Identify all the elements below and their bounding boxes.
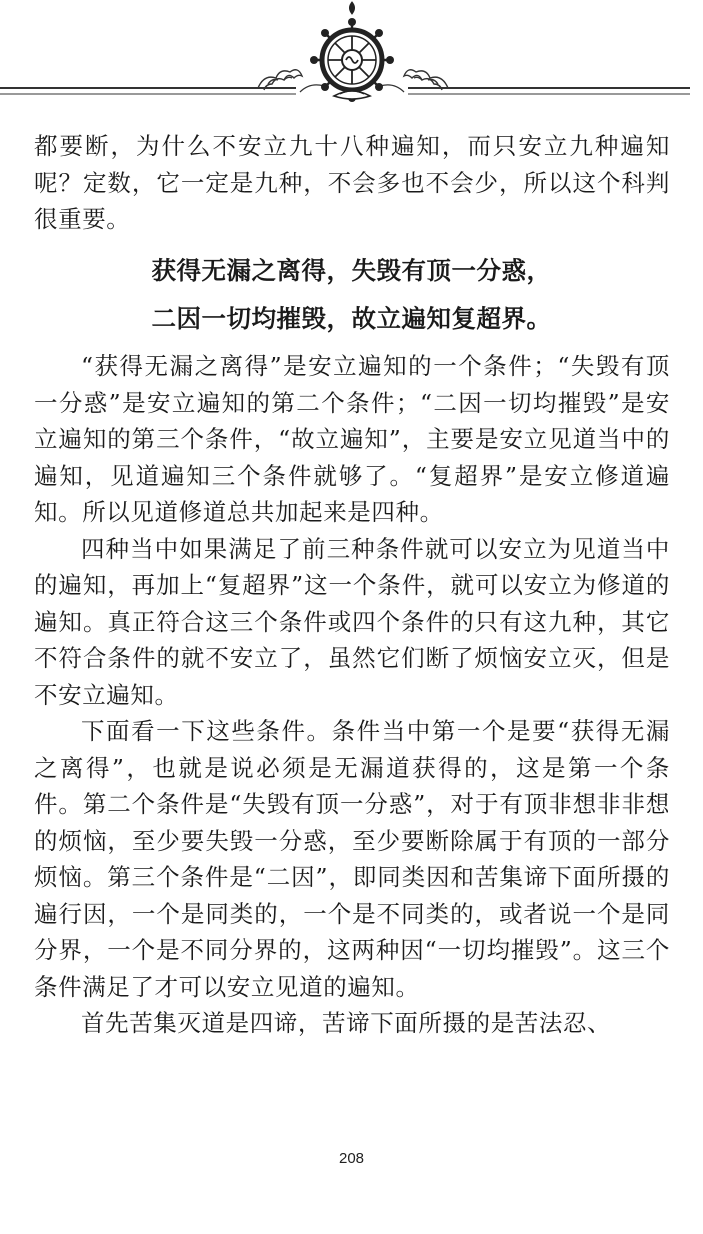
verse-line-2: 二因一切均摧毁，故立遍知复超界。 (151, 304, 552, 333)
dharma-wheel-icon (310, 2, 394, 102)
paragraph-four-truths: 首先苦集灭道是四谛，苦谛下面所摄的是苦法忍、 (81, 1009, 612, 1037)
intro-paragraph-block (34, 128, 670, 238)
page-number: 208 (338, 1150, 365, 1167)
paragraph-condition-details: 下面看一下这些条件。条件当中第一个是要“获得无漏之离得”，也就是说必须是无漏道获得的，这是第一个条件。第二个条件是“失毁有顶一分惑”，对于有顶非想非非想的烦恼，至少要失毁一分惑，至少要断除属于有顶的一部分烦恼。第三个条件是“二因”，即同类因和苦集谛下面所摄的遍行因，一个是同类的，一个是不同类的，或者说一个是同分界，一个是不同分界的，这两种因“一切均摧毁”。这三个条件满足了才可以安立见道的遍知。 (34, 717, 670, 1001)
paragraph-conditions-overview: “获得无漏之离得”是安立遍知的一个条件；“失毁有顶一分惑”是安立遍知的第二个条件；“二因一切均摧毁”是安立遍知的第三个条件，“故立遍知”，主要是安立见道当中的遍知，见道遍知三个条件就够了。“复超界”是安立修道遍知。所以见道修道总共加起来是四种。 (34, 352, 670, 526)
body-text (34, 348, 670, 1042)
cloud-scroll-left-icon (258, 70, 302, 90)
header-ornament (0, 0, 703, 112)
verse-line-1: 获得无漏之离得，失毁有顶一分惑， (151, 256, 552, 285)
cloud-scroll-right-icon (404, 70, 448, 90)
paragraph-four-conditions: 四种当中如果满足了前三种条件就可以安立为见道当中的遍知，再加上“复超界”这一个条件，就可以安立为修道的遍知。真正符合这三个条件或四个条件的只有这九种，其它不符合条件的就不安立了，虽然它们断了烦恼安立灭，但是不安立遍知。 (34, 534, 670, 709)
intro-paragraph: 都要断，为什么不安立九十八种遍知，而只安立九种遍知呢？定数，它一定是九种，不会多也不会少，所以这个科判很重要。 (34, 132, 670, 233)
